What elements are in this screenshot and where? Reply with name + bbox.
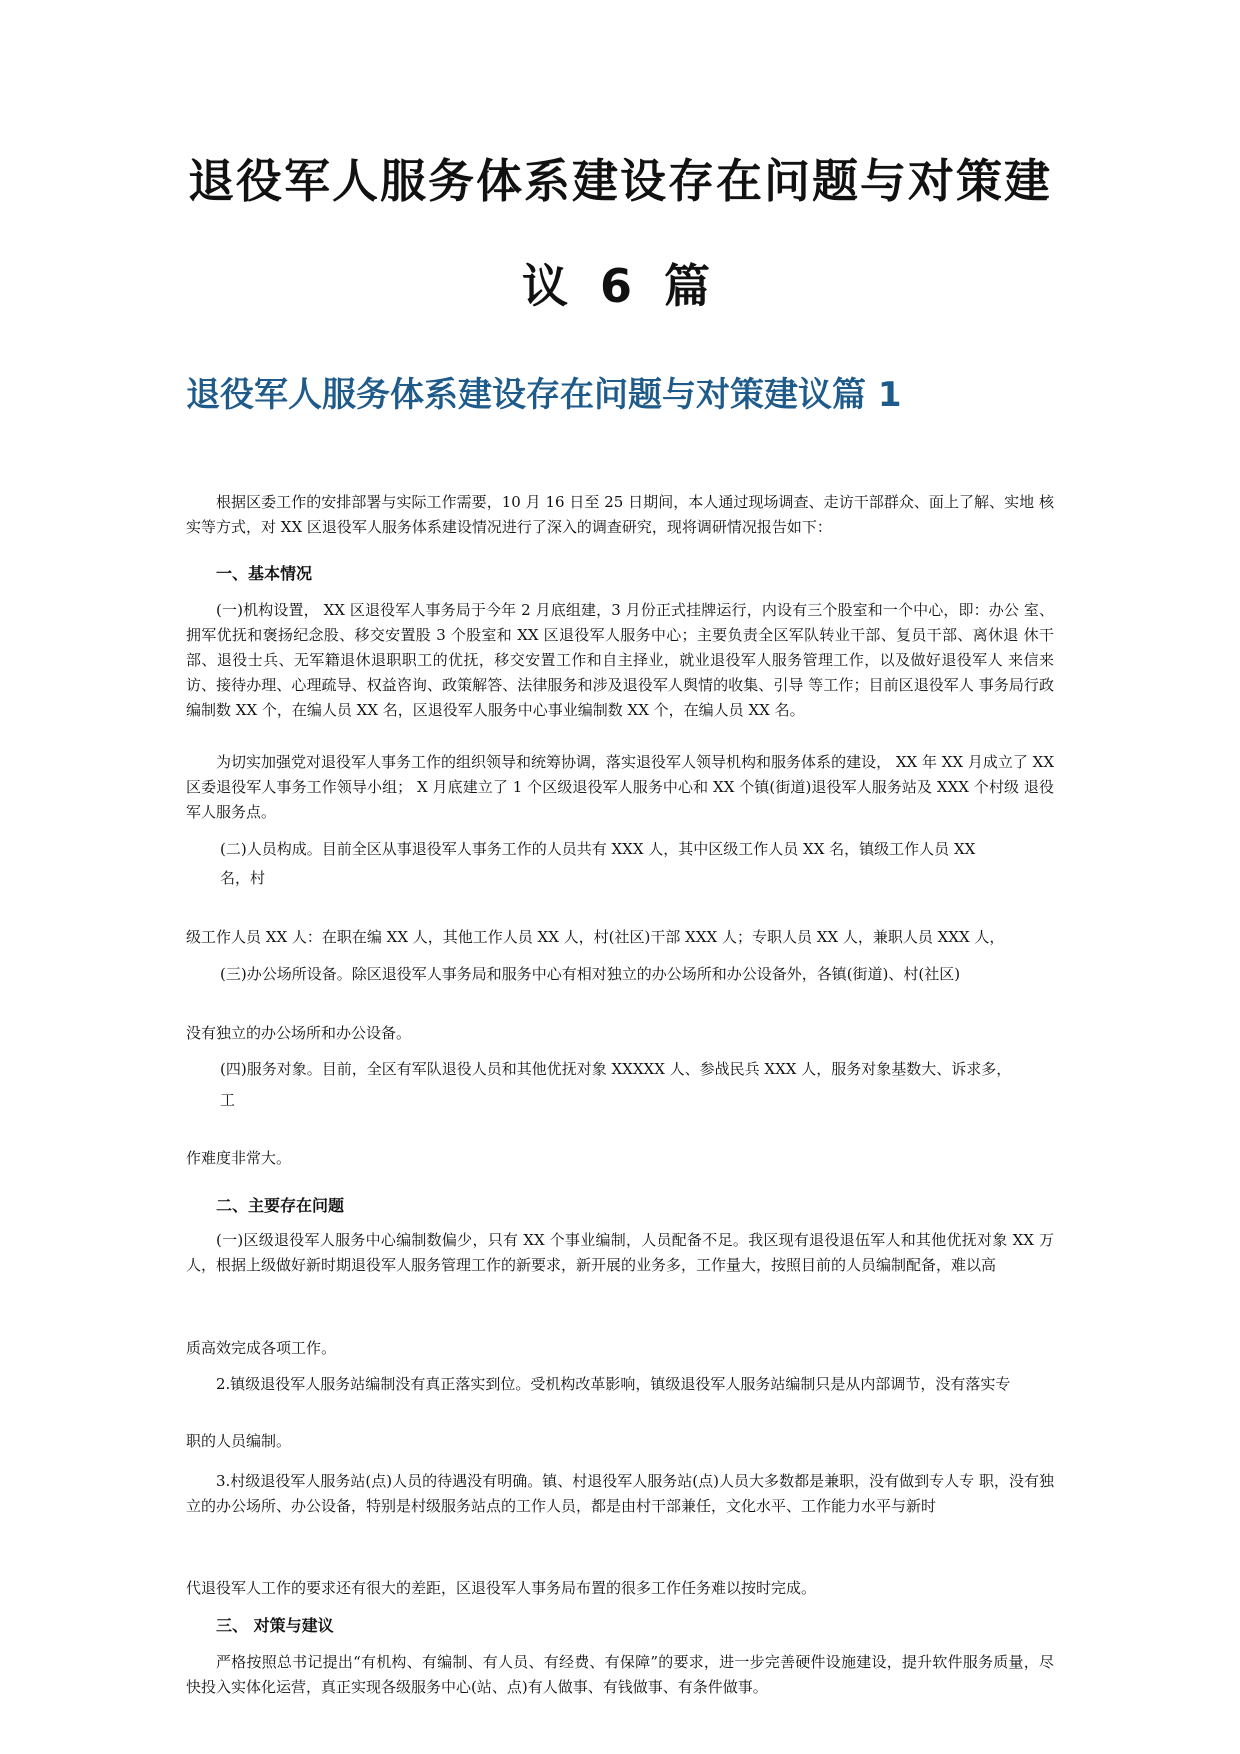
heading-main-problems: 二、主要存在问题 xyxy=(216,1196,345,1215)
paragraph-staffing-part-2: 名，村 xyxy=(220,869,266,887)
paragraph-problem-3-part-1: 3.村级退役军人服务站(点)人员的待遇没有明确。镇、村退役军人服务站(点)人员大多数都是兼职，没有做到专人专 职，没有独立的办公场所、办公设备，特别是村级服务站点的工作人员，都是由村干部兼任，文化水平、工作能力水平与新时 xyxy=(186,1472,1054,1515)
section-heading: 退役军人服务体系建设存在问题与对策建议篇 1 xyxy=(186,375,902,415)
paragraph-service-part-1: (四)服务对象。目前，全区有军队退役人员和其他优抚对象 XXXXX 人、参战民兵 XXX 人，服务对象基数大、诉求多， xyxy=(220,1060,1012,1078)
paragraph-office-part-1: (三)办公场所设备。除区退役军人事务局和服务中心有相对独立的办公场所和办公设备外，各镇(街道)、村(社区) xyxy=(220,965,961,983)
paragraph-problem-2-part-1: 2.镇级退役军人服务站编制没有真正落实到位。受机构改革影响，镇级退役军人服务站编制只是从内部调节，没有落实专 xyxy=(216,1375,1011,1393)
paragraph-office-part-2: 没有独立的办公场所和办公设备。 xyxy=(186,1024,412,1042)
paragraph-service-part-2: 工 xyxy=(220,1091,236,1109)
paragraph-problem-3-part-2: 代退役军人工作的要求还有很大的差距，区退役军人事务局布置的很多工作任务难以按时完成。 xyxy=(186,1579,817,1597)
paragraph-problem-1-part-2: 质高效完成各项工作。 xyxy=(186,1339,337,1357)
paragraph-problem-2-part-2: 职的人员编制。 xyxy=(186,1432,292,1450)
paragraph-staffing-part-3: 级工作人员 XX 人：在职在编 XX 人，其他工作人员 XX 人，村(社区)干部 XXX 人；专职人员 XX 人，兼职人员 XXX 人， xyxy=(186,928,1005,946)
document-title-line-2: 议 6 篇 xyxy=(521,259,719,313)
paragraph-leadership: 为切实加强党对退役军人事务工作的组织领导和统筹协调，落实退役军人领导机构和服务体系的建设， XX 年 XX 月成立了 XX 区委退役军人事务工作领导小组； X 月底建立了 1 个区级退役军人服务中心和 XX 个镇(街道)退役军人服务站及 XXX 个村级 退役军人服务点。 xyxy=(186,753,1054,821)
paragraph-organization: (一)机构设置， XX 区退役军人事务局于今年 2 月底组建，3 月份正式挂牌运行，内设有三个股室和一个中心，即：办公 室、拥军优抚和褒扬纪念股、移交安置股 3 个股室和 XX 区退役军人服务中心；主要负责全区军队转业干部、复员干部、离休退 休干部、退役士兵、无军籍退休退职职工的优抚，移交安置工作和自主择业，就业退役军人服务管理工作，以及做好退役军人 来信来访、接待办理、心理疏导、权益咨询、政策解答、法律服务和涉及退役军人舆情的收集、引导 等工作；目前区退役军人 事务局行政编制数 XX 个，在编人员 XX 名，区退役军人服务中心事业编制数 XX 个，在编人员 XX 名。 xyxy=(186,601,1054,719)
intro-paragraph: 根据区委工作的安排部署与实际工作需要，10 月 16 日至 25 日期间，本人通过现场调查、走访干部群众、面上了解、实地 核实等方式，对 XX 区退役军人服务体系建设情况进行了深入的调查研究，现将调研情况报告如下： xyxy=(186,493,1054,536)
paragraph-service-part-3: 作难度非常大。 xyxy=(186,1149,292,1167)
heading-basic-situation: 一、基本情况 xyxy=(216,564,313,583)
paragraph-countermeasures: 严格按照总书记提出“有机构、有编制、有人员、有经费、有保障”的要求，进一步完善硬件设施建设，提升软件服务质量，尽快投入实体化运营，真正实现各级服务中心(站、点)有人做事、有钱做事、有条件做事。 xyxy=(186,1653,1054,1696)
paragraph-staffing-part-1: (二)人员构成。目前全区从事退役军人事务工作的人员共有 XXX 人，其中区级工作人员 XX 名，镇级工作人员 XX xyxy=(220,840,976,858)
document-title-line-1: 退役军人服务体系建设存在问题与对策建 xyxy=(188,154,1052,208)
heading-countermeasures: 三、 对策与建议 xyxy=(216,1616,334,1635)
paragraph-problem-1-part-1: (一)区级退役军人服务中心编制数偏少，只有 XX 个事业编制，人员配备不足。我区现有退役退伍军人和其他优抚对象 XX 万人，根据上级做好新时期退役军人服务管理工作的新要求，新开展的业务多，工作量大，按照目前的人员编制配备，难以高 xyxy=(186,1231,1054,1274)
